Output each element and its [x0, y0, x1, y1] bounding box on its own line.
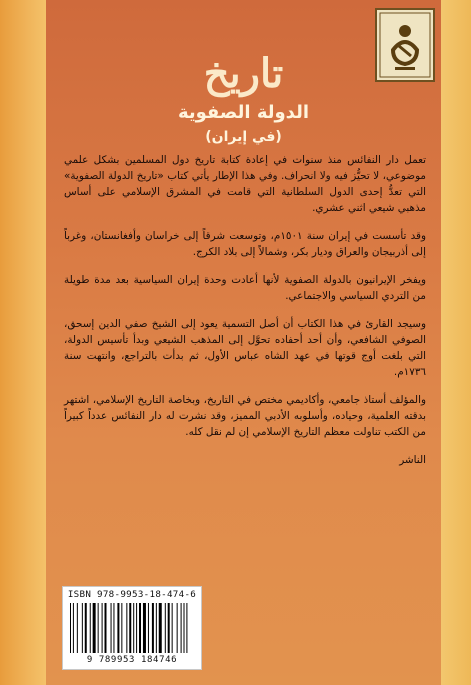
barcode-box [62, 586, 202, 670]
blurb-text [64, 152, 426, 480]
isbn-text: ISBN 978-9953-18-474-6 [67, 589, 197, 600]
page-right-edge [441, 0, 471, 685]
book-subsubtitle: (في إيران) [205, 129, 282, 145]
blurb-paragraph-4: وسيجد القارئ في هذا الكتاب أن أصل التسمية يعود إلى الشيخ صفي الدين إسحق، الصوفي الشافعي، وأن أحد أحفاده تحوَّل إلى المذهب الشيعي وبدأ تأسيس الدولة، التي بلغت أوج قوتها في عهد الشاه عباس الأول، ثم بدأت بالتراجع، وانتهت سنة ١٧٣٦م. [64, 318, 426, 378]
book-title: تاريخ [203, 50, 284, 97]
blurb-paragraph-2: وقد تأسست في إيران سنة ١٥٠١م، وتوسعت شرقاً إلى خراسان وأفغانستان، وغرباً إلى أذربيجان والعراق وديار بكر، وشمالاً إلى بلاد الكرج. [64, 230, 427, 258]
blurb-paragraph-3: ويفخر الإيرانيون بالدولة الصفوية لأنها أعادت وحدة إيران السياسية بعد مدة طويلة من التردي السياسي والاجتماعي. [64, 274, 426, 302]
book-subtitle: الدولة الصفوية [177, 102, 310, 123]
ean-number: 9 789953 184746 [86, 655, 178, 665]
blurb-paragraph-5: والمؤلف أستاذ جامعي، وأكاديمي مختص في التاريخ، وبخاصة التاريخ الإسلامي، اشتهر بدقته العلمية، وحياده، وأسلوبه الأدبي المميز، وقد نشرت له دار النفائس عدداً كبيراً من الكتب تناولت معظم التاريخ الإسلامي إن لم نقل كله. [64, 394, 426, 438]
publisher-signature: الناشر [399, 454, 426, 466]
page-left-edge [0, 0, 46, 685]
blurb-paragraph-1: تعمل دار النفائس منذ سنوات في إعادة كتابة تاريخ دول المسلمين بشكل علمي موضوعي، لا تحيُّز فيه ولا انحراف. وفي هذا الإطار يأتي كتاب «تاريخ الدولة الصفوية» التي تعدُّ إحدى الدول السلطانية التي قامت في المشرق الإسلامي على أساس مذهبي شيعي اثني عشري. [64, 154, 426, 214]
barcode-icon [70, 603, 194, 655]
